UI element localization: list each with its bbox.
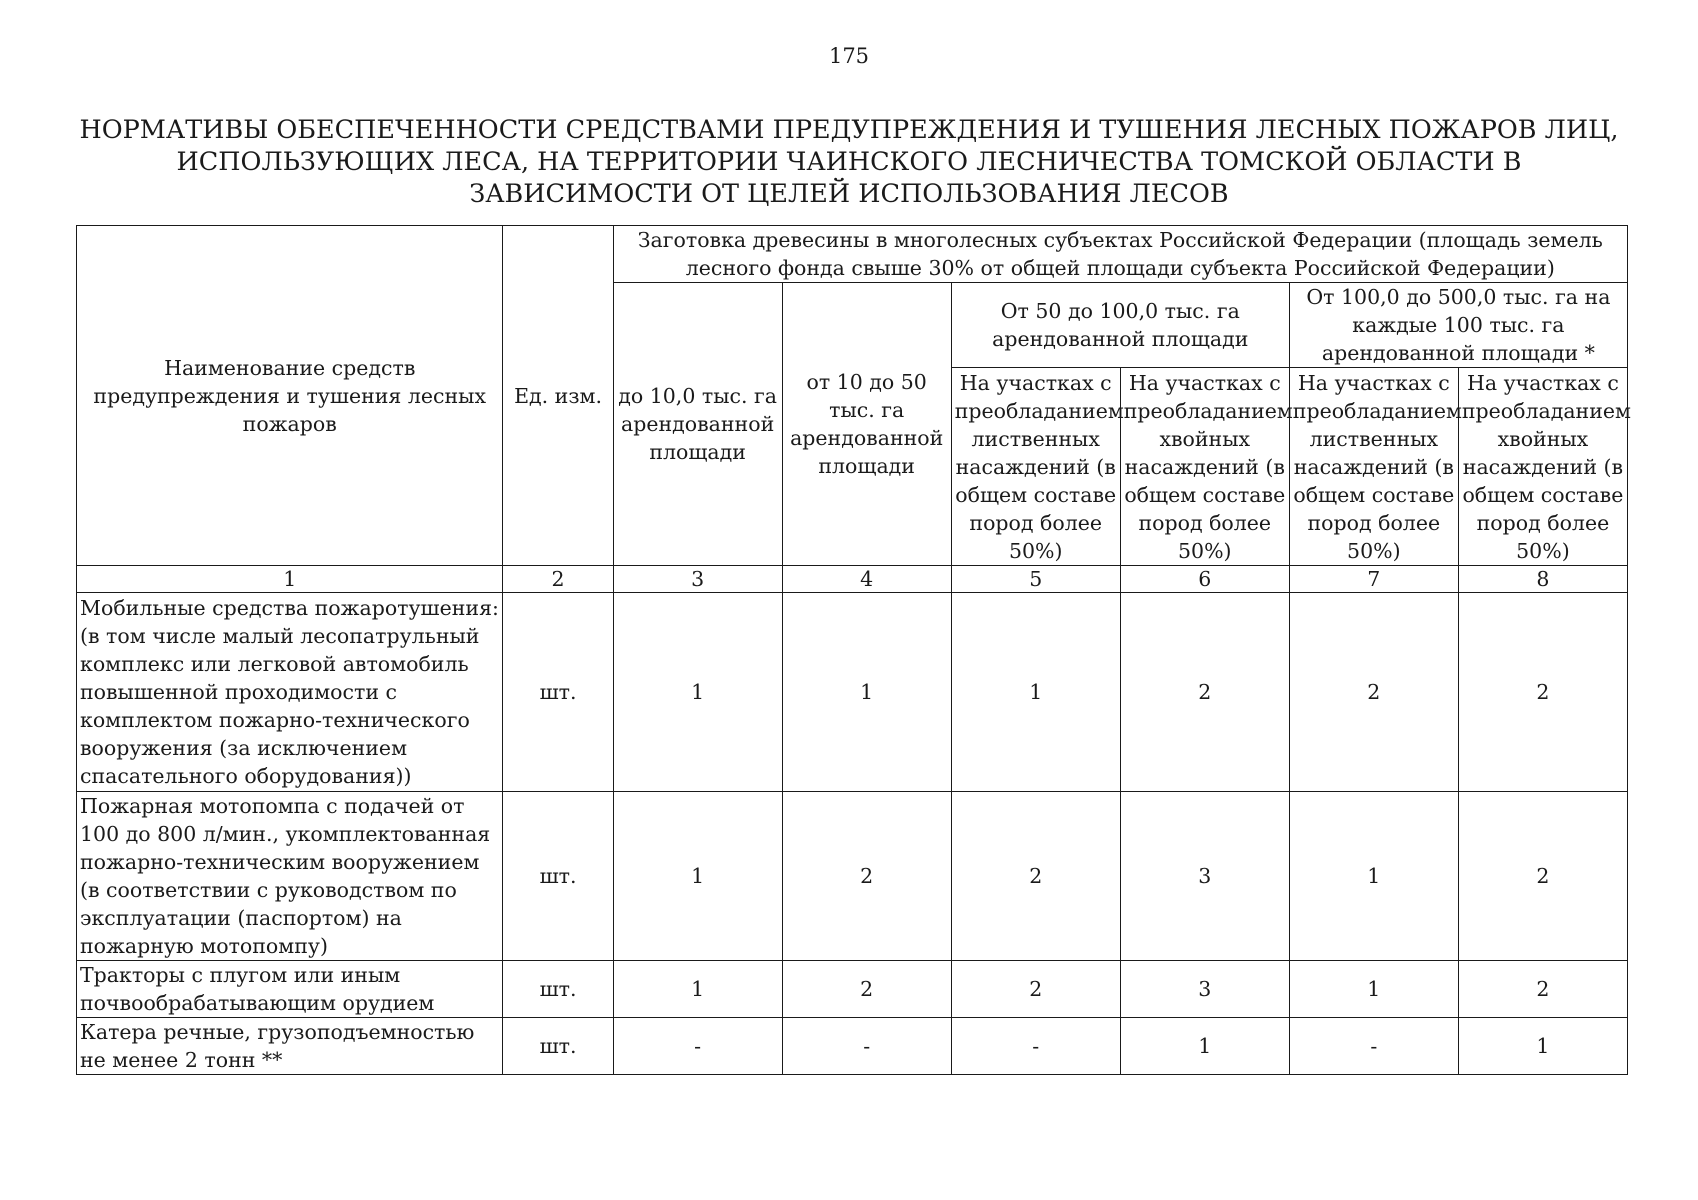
row-unit: шт. <box>503 593 613 792</box>
header-name-col: Наименование средств предупреждения и тушения лесных пожаров <box>77 226 503 566</box>
table-row <box>77 593 1628 792</box>
row-value: 1 <box>1289 792 1458 961</box>
column-number: 8 <box>1458 566 1627 593</box>
row-name: Мобильные средства пожаротушения: (в том числе малый лесопатрульный комплекс или легковой автомобиль повышенной проходимости с комплектом пожарно-технического вооружения (за исключением спасательного оборудования)) <box>77 593 503 792</box>
header-col-5: На участках с преобладанием лиственных насаждений (в общем составе пород более 50%) <box>951 368 1120 566</box>
row-name: Тракторы с плугом или иным почвообрабатывающим орудием <box>77 961 503 1018</box>
row-value: 1 <box>782 593 951 792</box>
row-unit: шт. <box>503 1018 613 1075</box>
title-line-2: ИСПОЛЬЗУЮЩИХ ЛЕСА, НА ТЕРРИТОРИИ ЧАИНСКОГО ЛЕСНИЧЕСТВА ТОМСКОЙ ОБЛАСТИ В <box>176 147 1522 177</box>
row-value: - <box>782 1018 951 1075</box>
column-number: 4 <box>782 566 951 593</box>
row-name: Катера речные, грузоподъемностью не менее 2 тонн ** <box>77 1018 503 1075</box>
row-value: 2 <box>1458 792 1627 961</box>
row-value: 1 <box>1458 1018 1627 1075</box>
table-row <box>77 1018 1628 1075</box>
header-group-100-500: От 100,0 до 500,0 тыс. га на каждые 100 тыс. га арендованной площади * <box>1289 283 1627 368</box>
row-value: - <box>1289 1018 1458 1075</box>
header-group-50-100: От 50 до 100,0 тыс. га арендованной площади <box>951 283 1289 368</box>
row-name: Пожарная мотопомпа с подачей от 100 до 800 л/мин., укомплектованная пожарно-техническим вооружением (в соответствии с руководством по эксплуатации (паспортом) на пожарную мотопомпу) <box>77 792 503 961</box>
title-line-1: НОРМАТИВЫ ОБЕСПЕЧЕННОСТИ СРЕДСТВАМИ ПРЕДУПРЕЖДЕНИЯ И ТУШЕНИЯ ЛЕСНЫХ ПОЖАРОВ ЛИЦ, <box>79 115 1619 145</box>
row-value: 2 <box>1289 593 1458 792</box>
row-value: 2 <box>951 792 1120 961</box>
table-row <box>77 792 1628 961</box>
column-number: 1 <box>77 566 503 593</box>
row-value: 2 <box>1120 593 1289 792</box>
row-unit: шт. <box>503 961 613 1018</box>
header-unit-col: Ед. изм. <box>503 226 613 566</box>
row-value: 2 <box>951 961 1120 1018</box>
norms-table <box>76 225 1631 1075</box>
column-numbers-row <box>77 566 1628 593</box>
header-col-4: от 10 до 50 тыс. га арендованной площади <box>782 283 951 566</box>
row-value: 3 <box>1120 961 1289 1018</box>
page-number: 175 <box>828 44 870 68</box>
row-value: 1 <box>951 593 1120 792</box>
column-number: 6 <box>1120 566 1289 593</box>
column-number: 3 <box>613 566 782 593</box>
row-value: - <box>613 1018 782 1075</box>
header-group: Заготовка древесины в многолесных субъектах Российской Федерации (площадь земель лесного фонда свыше 30% от общей площади субъекта Российской Федерации) <box>613 226 1627 283</box>
header-col-3: до 10,0 тыс. га арендованной площади <box>613 283 782 566</box>
document-title <box>70 114 1628 210</box>
row-value: 2 <box>782 792 951 961</box>
row-value: 2 <box>782 961 951 1018</box>
row-value: 1 <box>613 961 782 1018</box>
header-col-6: На участках с преобладанием хвойных насаждений (в общем составе пород более 50%) <box>1120 368 1289 566</box>
row-value: 1 <box>613 792 782 961</box>
column-number: 2 <box>503 566 613 593</box>
row-value: 1 <box>1289 961 1458 1018</box>
header-col-7: На участках с преобладанием лиственных насаждений (в общем составе пород более 50%) <box>1289 368 1458 566</box>
row-value: 1 <box>613 593 782 792</box>
column-number: 7 <box>1289 566 1458 593</box>
column-number: 5 <box>951 566 1120 593</box>
row-value: 2 <box>1458 961 1627 1018</box>
row-value: 1 <box>1120 1018 1289 1075</box>
table-row <box>77 961 1628 1018</box>
row-value: 2 <box>1458 593 1627 792</box>
row-unit: шт. <box>503 792 613 961</box>
header-col-8: На участках с преобладанием хвойных насаждений (в общем составе пород более 50%) <box>1458 368 1627 566</box>
title-line-3: ЗАВИСИМОСТИ ОТ ЦЕЛЕЙ ИСПОЛЬЗОВАНИЯ ЛЕСОВ <box>469 179 1229 209</box>
row-value: - <box>951 1018 1120 1075</box>
row-value: 3 <box>1120 792 1289 961</box>
